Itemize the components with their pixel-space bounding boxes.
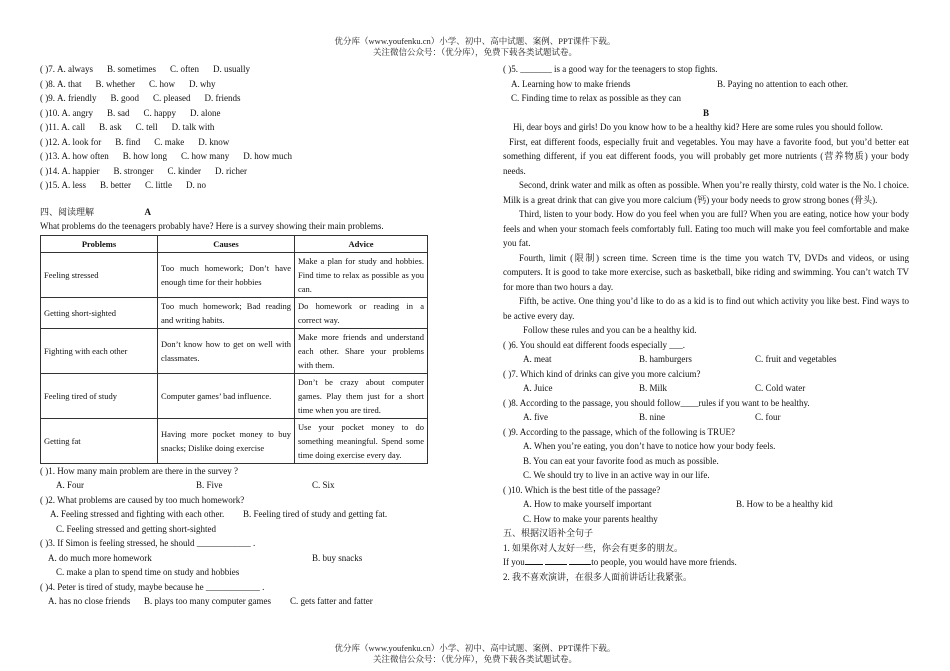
cloze-item <box>40 62 430 77</box>
question-option[interactable]: B. nine <box>639 412 665 422</box>
question-options-row <box>40 594 430 609</box>
cloze-option[interactable]: A. angry <box>61 107 93 118</box>
survey-cause-cell: Don’t know how to get on well with classmates. <box>158 328 295 373</box>
cloze-item <box>40 164 430 179</box>
question-option[interactable]: A. do much more homework <box>48 552 152 563</box>
passage-b-paragraph: Second, drink water and milk as often as possible. When you’re really thirsty, cold water is the No. l choice. Milk is a great drink that can give you more calcium (钙) your body needs to grow strong bones (骨头). <box>503 180 909 205</box>
question-option[interactable]: C. fruit and vegetables <box>755 354 837 364</box>
cloze-option[interactable]: D. richer <box>215 165 247 176</box>
question-option[interactable]: C. How to make your parents healthy <box>523 513 658 524</box>
question-stem: ( )1. How many main problem are there in the survey ? <box>40 465 238 476</box>
question-stem: ( )10. Which is the best title of the passage? <box>503 484 661 495</box>
passage-b <box>503 120 909 338</box>
cloze-item <box>40 135 430 150</box>
survey-row <box>41 418 428 463</box>
cloze-item <box>40 106 430 121</box>
question-options-row <box>503 512 909 527</box>
survey-cause-cell: Too much homework; Don’t have enough time for their hobbies <box>158 252 295 297</box>
cloze-option[interactable]: D. know <box>198 136 230 147</box>
survey-advice-cell: Don’t be crazy about computer games. Play them just for a short time when you are tired. <box>295 373 428 418</box>
cloze-item-number: ( )14. <box>40 165 60 176</box>
reading-section-title: 四、阅读理解 <box>40 206 95 217</box>
question-options-row <box>40 551 430 566</box>
question-option[interactable]: C. four <box>755 412 781 422</box>
section-5-title: 五、根据汉语补全句子 <box>503 528 594 538</box>
section-5 <box>503 526 909 584</box>
question-stem: ( )5. _______ is a good way for the teenagers to stop fights. <box>503 64 718 74</box>
cloze-option[interactable]: D. alone <box>190 107 221 118</box>
header-line-1: 优分库（www.youfenku.cn）小学、初中、高中试题、案例、PPT课件下载。 <box>334 36 616 46</box>
passage-b-paragraph: Fifth, be active. One thing you’d like to do as a kid is to find out which activity you like best. Find ways to be active every day. <box>503 296 909 321</box>
passage-b-paragraph: Fourth, limit (限制) screen time. Screen time is the time you watch TV, DVDs and videos, or using computers. It is good to take more exercise, such as basketball, bike riding and swimming. You can’t watch TV for more than two hours a day. <box>503 252 909 292</box>
question-option[interactable]: A. How to make yourself important <box>523 499 652 509</box>
page-header <box>0 36 950 58</box>
cloze-item-number: ( )10. <box>40 107 60 118</box>
right-column <box>503 62 909 584</box>
question <box>40 464 430 493</box>
cloze-option[interactable]: B. find <box>115 136 141 147</box>
passage-a-intro: What problems do the teenagers probably have? Here is a survey showing their main problems. <box>40 221 384 231</box>
passage-a-label: A <box>144 206 152 217</box>
cloze-option[interactable]: D. friends <box>204 93 241 103</box>
cloze-option[interactable]: A. how often <box>61 151 109 161</box>
header-causes: Causes <box>158 235 295 252</box>
passage-b-paragraph: Hi, dear boys and girls! Do you know how to be a healthy kid? Here are some rules you should follow. <box>513 122 883 132</box>
cloze-item <box>40 149 430 164</box>
survey-advice-cell: Make more friends and understand each other. Share your problems with them. <box>295 328 428 373</box>
survey-advice-cell: Do homework or reading in a correct way. <box>295 297 428 328</box>
cloze-option[interactable]: B. stronger <box>113 165 154 176</box>
question-option[interactable]: C. We should try to live in an active way in our life. <box>523 470 710 480</box>
question-stem: ( )4. Peter is tired of study, maybe because he ____________ . <box>40 581 265 592</box>
cloze-option[interactable]: C. little <box>145 180 172 190</box>
cloze-option[interactable]: D. no <box>186 180 206 190</box>
cloze-option[interactable]: A. call <box>61 122 86 132</box>
cloze-option[interactable]: B. good <box>110 93 140 103</box>
passage-b-label: B <box>702 107 709 118</box>
survey-table-header <box>41 235 428 252</box>
footer-line-1: 优分库（www.youfenku.cn）小学、初中、高中试题、案例、PPT课件下载。 <box>334 643 616 653</box>
cloze-item-number: ( )13. <box>40 151 60 161</box>
cloze-option[interactable]: A. look for <box>61 136 102 147</box>
sentence-1-start: If you <box>503 557 525 567</box>
survey-problem-cell: Getting fat <box>41 418 158 463</box>
cloze-option[interactable]: D. usually <box>213 64 250 74</box>
cloze-item-number: ( )11. <box>40 122 60 132</box>
question-options-row <box>503 91 909 106</box>
survey-problem-cell: Feeling stressed <box>41 252 158 297</box>
question-options-row <box>503 454 909 469</box>
cloze-item-number: ( )7. <box>40 64 55 74</box>
cloze-option[interactable]: C. kinder <box>167 165 201 176</box>
survey-problem-cell: Feeling tired of study <box>41 373 158 418</box>
cloze-option[interactable]: C. how <box>149 78 176 89</box>
cloze-option[interactable]: B. how long <box>122 151 168 161</box>
blank-3[interactable] <box>569 555 591 565</box>
question-option[interactable]: C. gets fatter and fatter <box>290 596 373 606</box>
question-options-row <box>503 497 909 512</box>
question-option[interactable]: A. Juice <box>523 383 553 393</box>
cloze-option[interactable]: C. pleased <box>153 93 191 103</box>
cloze-item <box>40 91 430 106</box>
survey-problem-cell: Getting short-sighted <box>41 297 158 328</box>
question-stem: ( )3. If Simon is feeling stressed, he should ____________ . <box>40 538 256 548</box>
question <box>503 483 909 527</box>
question-options-row <box>503 410 909 425</box>
question-option[interactable]: B. plays too many computer games <box>144 596 271 606</box>
blank-2[interactable] <box>545 555 567 565</box>
survey-row <box>41 373 428 418</box>
survey-advice-cell: Use your pocket money to do something meaningful. Spend some time doing exercise every day. <box>295 418 428 463</box>
cloze-option[interactable]: C. happy <box>143 107 176 118</box>
page-footer <box>0 643 950 665</box>
question-options-row <box>40 507 430 522</box>
header-problems: Problems <box>41 235 158 252</box>
survey-table <box>40 235 428 464</box>
question-option[interactable]: B. How to be a healthy kid <box>736 499 833 509</box>
survey-cause-cell: Computer games’ bad influence. <box>158 373 295 418</box>
cloze-options-list <box>40 62 430 193</box>
footer-line-2: 关注微信公众号：（优分库），免费下载各类试题试卷。 <box>372 654 577 664</box>
question-option[interactable]: A. When you’re eating, you don’t have to notice how your body feels. <box>523 441 776 451</box>
question-stem: ( )9. According to the passage, which of the following is TRUE? <box>503 426 736 437</box>
question <box>40 580 430 609</box>
question-5 <box>503 62 909 106</box>
question-option[interactable]: A. has no close friends <box>48 596 131 606</box>
cloze-option[interactable]: A. less <box>61 180 86 190</box>
cloze-option[interactable]: A. that <box>57 78 82 89</box>
cloze-item-number: ( )15. <box>40 180 60 190</box>
cloze-item <box>40 178 430 193</box>
header-advice: Advice <box>295 235 428 252</box>
question-option[interactable]: B. You can eat your favorite food as much as possible. <box>523 455 719 466</box>
survey-row <box>41 252 428 297</box>
blank-1[interactable] <box>525 555 543 565</box>
cloze-option[interactable]: B. sometimes <box>107 64 156 74</box>
cloze-option[interactable]: C. tell <box>135 122 158 132</box>
cloze-item <box>40 77 430 92</box>
cloze-option[interactable]: A. friendly <box>57 93 97 103</box>
survey-row <box>41 297 428 328</box>
question-options-row <box>503 439 909 454</box>
questions-a <box>40 464 430 609</box>
question <box>40 536 430 580</box>
question-option[interactable]: C. Feeling stressed and getting short-sighted <box>56 523 216 534</box>
passage-b-paragraph: Follow these rules and you can be a healthy kid. <box>523 325 697 335</box>
question-stem: ( )6. You should eat different foods especially ___. <box>503 339 686 350</box>
passage-b-paragraph: First, eat different foods, especially fruit and vegetables. You may have a favorite food, but you’d better eat something different, if you eat different foods, you will probably get more nutrients (营养物质) your body needs. <box>503 136 909 176</box>
question-stem: ( )8. According to the passage, you should follow____rules if you want to be healthy. <box>503 397 810 408</box>
cloze-item-number: ( )8. <box>40 78 55 89</box>
cloze-item-number: ( )12. <box>40 136 60 147</box>
question <box>503 367 909 396</box>
question <box>503 338 909 367</box>
cloze-option[interactable]: B. whether <box>95 78 135 89</box>
question-options-row <box>40 522 430 537</box>
question-option[interactable]: A. five <box>523 412 548 422</box>
question-option[interactable]: C. Cold water <box>755 383 806 393</box>
question-option[interactable]: C. make a plan to spend time on study and hobbies <box>56 567 240 577</box>
question-option[interactable]: C. Six <box>312 480 335 490</box>
question-options-row <box>503 352 909 367</box>
sentence-1-end: to people, you would have more friends. <box>591 557 737 567</box>
cloze-option[interactable]: B. sad <box>107 107 130 118</box>
cloze-option[interactable]: C. often <box>170 64 199 74</box>
question-options-row <box>40 565 430 580</box>
survey-cause-cell: Having more pocket money to buy snacks; Dislike doing exercise <box>158 418 295 463</box>
question-option[interactable]: B. Feeling tired of study and getting fat. <box>242 509 388 519</box>
question-option[interactable]: B. Paying no attention to each other. <box>717 78 848 89</box>
cloze-option[interactable]: A. always <box>57 64 93 74</box>
cloze-option[interactable]: B. ask <box>99 122 122 132</box>
cloze-option[interactable]: C. make <box>154 136 185 147</box>
question-option[interactable]: A. Learning how to make friends <box>511 78 631 89</box>
question-stem: ( )2. What problems are caused by too much homework? <box>40 494 245 505</box>
left-column <box>40 62 430 609</box>
question-option[interactable]: C. Finding time to relax as possible as they can <box>511 93 681 103</box>
survey-row <box>41 328 428 373</box>
survey-cause-cell: Too much homework; Bad reading and writing habits. <box>158 297 295 328</box>
header-line-2: 关注微信公众号：（优分库），免费下载各类试题试卷。 <box>372 47 577 57</box>
question-options-row <box>503 381 909 396</box>
cloze-item-number: ( )9. <box>40 93 55 103</box>
sentence-2-chinese: 2. 我不喜欢演讲，在很多人面前讲话让我紧张。 <box>503 571 693 582</box>
cloze-item <box>40 120 430 135</box>
passage-b-paragraph: Third, listen to your body. How do you feel when you are full? When you are eating, notice how your body feels and when your stomach feels comfortably full. Eating too much will make you feel comfortable and make you fat. <box>503 209 909 248</box>
question-stem: ( )7. Which kind of drinks can give you more calcium? <box>503 368 701 379</box>
survey-advice-cell: Make a plan for study and hobbies. Find time to relax as possible as you can. <box>295 252 428 297</box>
sentence-1-english <box>503 555 909 570</box>
question-option[interactable]: A. meat <box>523 354 552 364</box>
question <box>40 493 430 537</box>
question-option[interactable]: B. Milk <box>639 383 668 393</box>
cloze-option[interactable]: D. talk with <box>171 122 215 132</box>
cloze-option[interactable]: C. how many <box>181 151 230 161</box>
survey-problem-cell: Fighting with each other <box>41 328 158 373</box>
question <box>503 425 909 483</box>
question-options-row <box>40 478 430 493</box>
question-options-row <box>503 468 909 483</box>
question-option[interactable]: A. Four <box>56 480 85 490</box>
question-option[interactable]: B. hamburgers <box>639 354 692 364</box>
questions-b <box>503 338 909 527</box>
cloze-option[interactable]: A. happier <box>61 165 100 176</box>
question-option[interactable]: B. buy snacks <box>312 552 363 563</box>
question <box>503 396 909 425</box>
question-option[interactable]: B. Five <box>196 480 223 490</box>
question-option[interactable]: A. Feeling stressed and fighting with each other. <box>50 509 225 519</box>
cloze-option[interactable]: D. how much <box>243 151 293 161</box>
cloze-option[interactable]: D. why <box>189 78 216 89</box>
reading-heading <box>40 205 430 220</box>
cloze-option[interactable]: B. better <box>100 180 131 190</box>
question-options-row <box>503 77 909 92</box>
sentence-1-chinese: 1. 如果你对人友好一些，你会有更多的朋友。 <box>503 542 684 553</box>
